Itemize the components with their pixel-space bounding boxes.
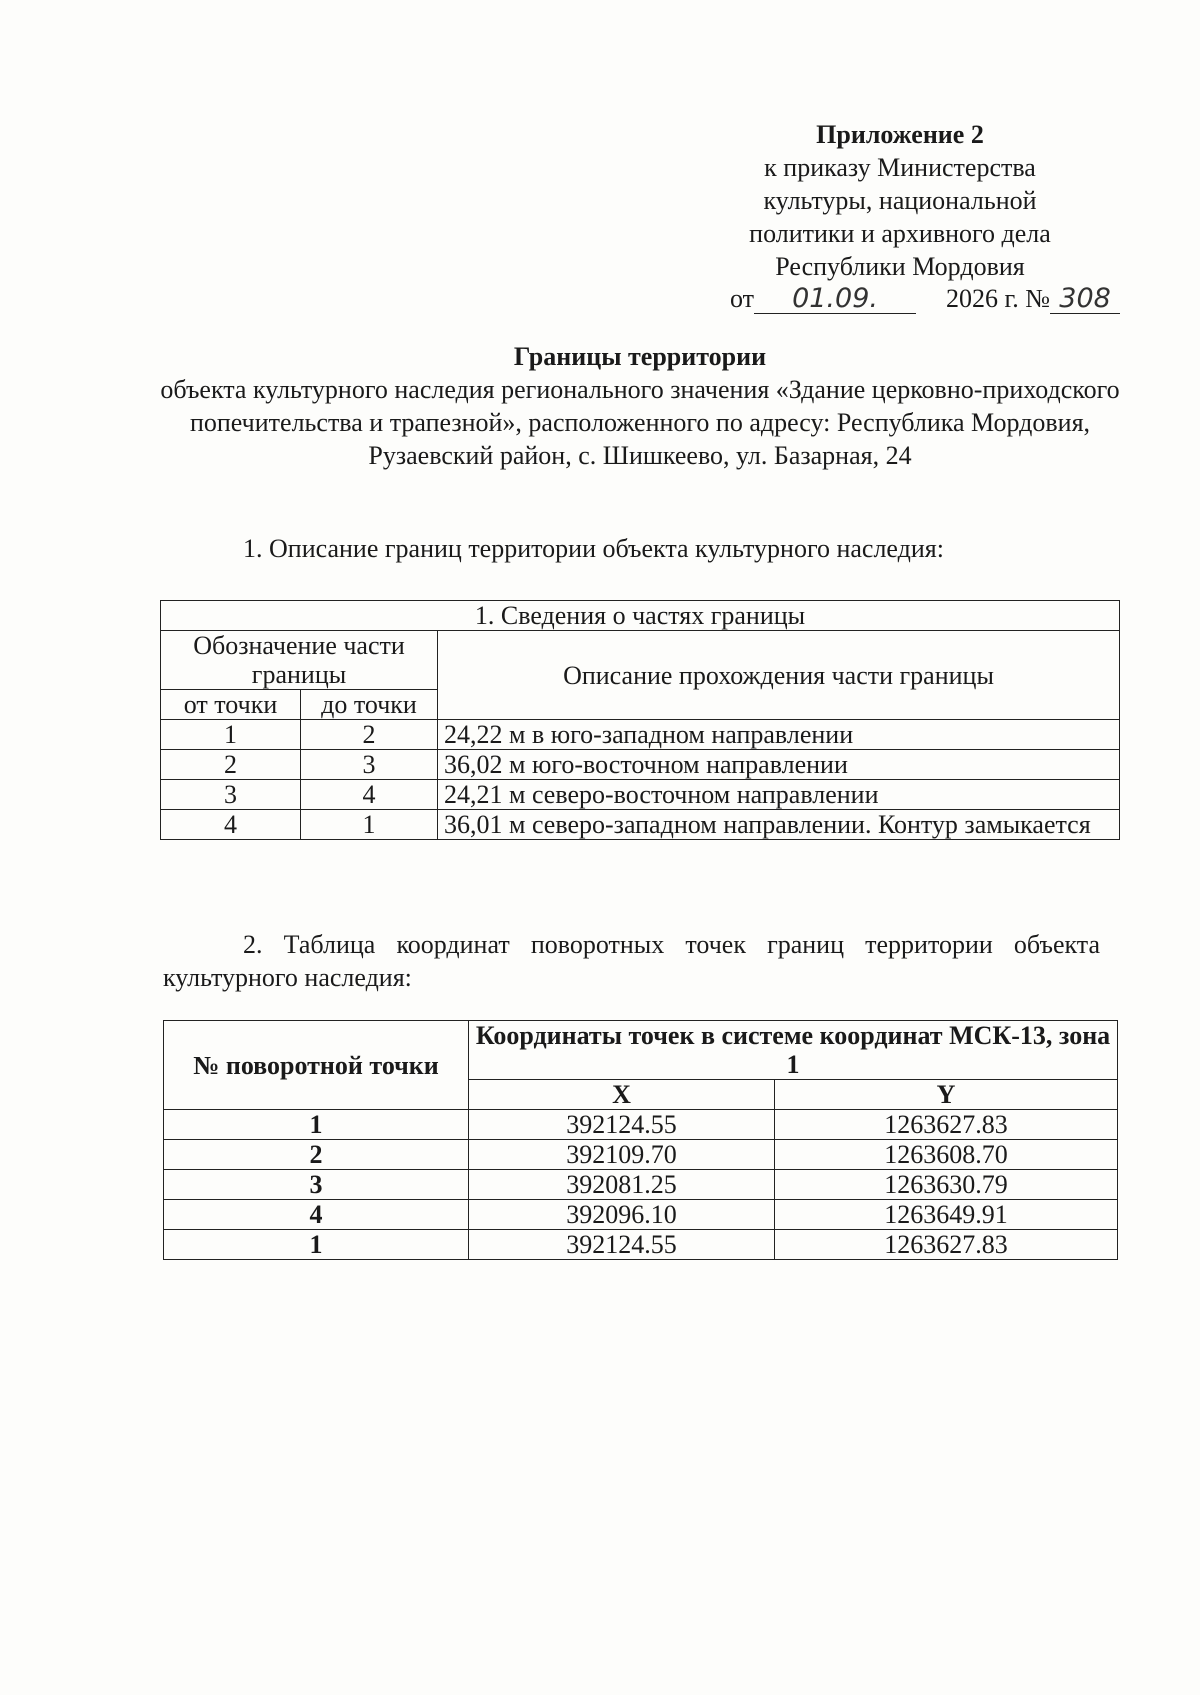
section1-title: 1. Описание границ территории объекта культурного наследия: (243, 534, 944, 563)
table-row (164, 1170, 1118, 1200)
cell-point: 1 (164, 1110, 469, 1140)
cell-to: 4 (301, 780, 438, 810)
cell-to: 2 (301, 720, 438, 750)
column-header-part: Обозначение части границы (161, 631, 438, 690)
cell-x: 392124.55 (469, 1110, 775, 1140)
cell-x: 392109.70 (469, 1140, 775, 1170)
appendix-line: политики и архивного дела (749, 219, 1051, 248)
order-year-text: 2026 г. № (946, 284, 1051, 313)
cell-from: 3 (161, 780, 301, 810)
column-header-x: X (469, 1080, 775, 1110)
appendix-line: к приказу Министерства (764, 153, 1036, 182)
column-header-from: от точки (161, 690, 301, 720)
section2-title: 2. Таблица координат поворотных точек границ территории объекта культурного наследия: (163, 930, 1100, 992)
cell-y: 1263627.83 (775, 1110, 1118, 1140)
appendix-title: Приложение 2 (816, 120, 984, 149)
coordinates-table (163, 1020, 1118, 1260)
cell-to: 1 (301, 810, 438, 840)
heading-title: Границы территории (513, 342, 767, 371)
cell-y: 1263630.79 (775, 1170, 1118, 1200)
cell-x: 392096.10 (469, 1200, 775, 1230)
cell-from: 4 (161, 810, 301, 840)
table-caption: 1. Сведения о частях границы (161, 601, 1120, 631)
column-header-y: Y (775, 1080, 1118, 1110)
cell-y: 1263649.91 (775, 1200, 1118, 1230)
boundary-parts-table (160, 600, 1120, 840)
cell-point: 4 (164, 1200, 469, 1230)
order-date-handwritten: 01.09. (754, 285, 916, 314)
cell-point: 2 (164, 1140, 469, 1170)
from-label: от (730, 284, 755, 313)
column-header-coordinates: Координаты точек в системе координат МСК-13, зона 1 (469, 1021, 1118, 1080)
appendix-line: культуры, национальной (763, 186, 1037, 215)
table-header-row (164, 1021, 1118, 1080)
cell-description: 36,02 м юго-восточном направлении (438, 750, 1120, 780)
table-row (164, 1200, 1118, 1230)
table-caption-row (161, 601, 1120, 631)
appendix-line: Республики Мордовия (775, 252, 1025, 281)
cell-description: 24,21 м северо-восточном направлении (438, 780, 1120, 810)
column-header-point: № поворотной точки (164, 1021, 469, 1110)
cell-description: 36,01 м северо-западном направлении. Контур замыкается (438, 810, 1120, 840)
document-heading (160, 340, 1120, 472)
table-row (161, 780, 1120, 810)
table-row (161, 720, 1120, 750)
cell-from: 2 (161, 750, 301, 780)
appendix-header (700, 118, 1100, 283)
cell-to: 3 (301, 750, 438, 780)
column-header-description: Описание прохождения части границы (438, 631, 1120, 720)
table-row (164, 1230, 1118, 1260)
cell-point: 1 (164, 1230, 469, 1260)
order-number-handwritten: 308 (1050, 285, 1120, 314)
column-header-to: до точки (301, 690, 438, 720)
cell-y: 1263627.83 (775, 1230, 1118, 1260)
table-header-row (161, 631, 1120, 690)
table-row (164, 1140, 1118, 1170)
heading-text: объекта культурного наследия регионального значения «Здание церковно-приходского попечительства и трапезной», расположенного по адресу: Республика Мордовия, Рузаевский район, с. Шишкеево, ул. Базарная, 24 (160, 375, 1120, 470)
order-date-number-line (730, 282, 1150, 315)
table-row (164, 1110, 1118, 1140)
cell-x: 392124.55 (469, 1230, 775, 1260)
cell-y: 1263608.70 (775, 1140, 1118, 1170)
cell-from: 1 (161, 720, 301, 750)
table-row (161, 810, 1120, 840)
cell-description: 24,22 м в юго-западном направлении (438, 720, 1120, 750)
cell-x: 392081.25 (469, 1170, 775, 1200)
cell-point: 3 (164, 1170, 469, 1200)
table-row (161, 750, 1120, 780)
